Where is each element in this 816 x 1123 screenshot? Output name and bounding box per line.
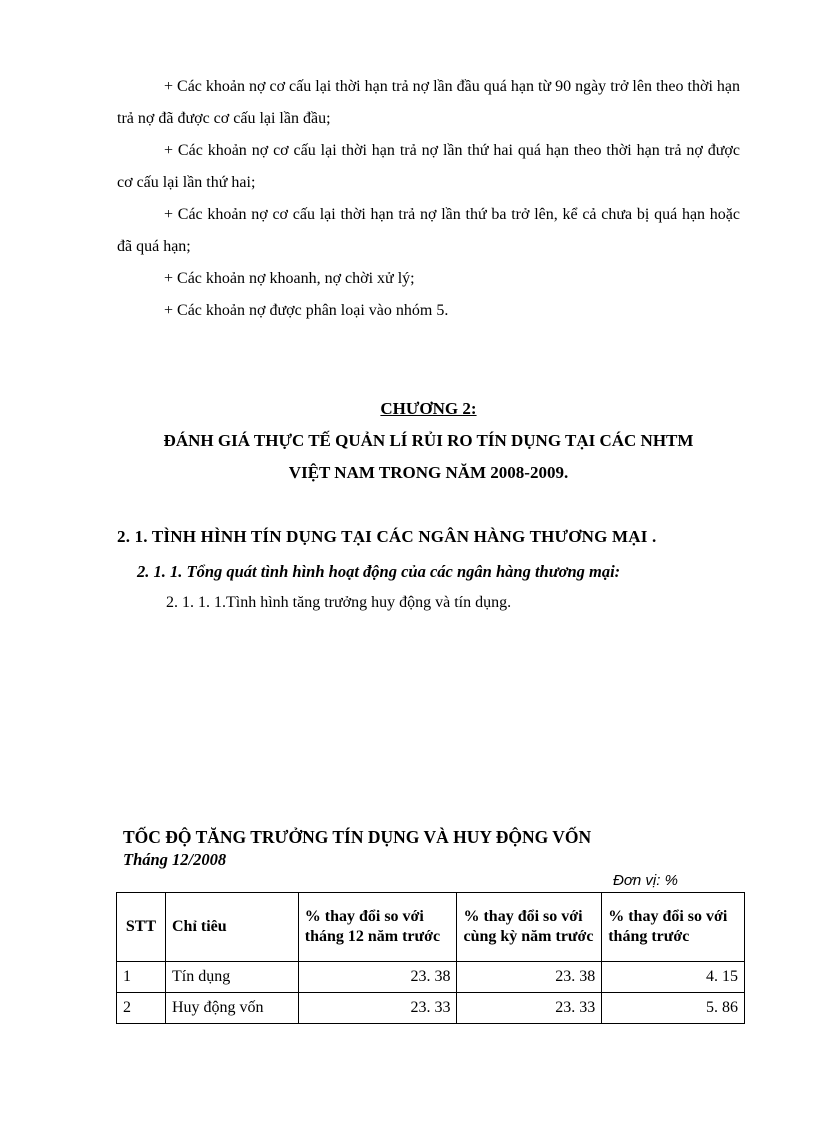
table-unit: Đơn vị: % (613, 872, 678, 889)
subsubsection-heading: 2. 1. 1. 1.Tình hình tăng trưởng huy động và tín dụng. (166, 594, 512, 611)
row-stt: 1 (117, 962, 166, 993)
table-subtitle: Tháng 12/2008 (123, 850, 227, 869)
row-indicator: Huy động vốn (165, 993, 298, 1024)
table-title: TỐC ĐỘ TĂNG TRƯỞNG TÍN DỤNG VÀ HUY ĐỘNG VỐN (123, 827, 592, 847)
row-value: 4. 15 (602, 962, 745, 993)
bullet-paragraph: + Các khoản nợ cơ cấu lại thời hạn trả nợ lần thứ ba trở lên, kể cả chưa bị quá hạn hoặc đã quá hạn; (117, 206, 740, 255)
table-header-row (117, 893, 745, 962)
row-stt: 2 (117, 993, 166, 1024)
header-indicator: Chỉ tiêu (165, 893, 298, 962)
row-value: 23. 38 (457, 962, 602, 993)
chapter-label-text: CHƯƠNG 2: (380, 399, 477, 418)
bullet-paragraph: + Các khoản nợ được phân loại vào nhóm 5. (164, 302, 449, 319)
chapter-title-line2: VIỆT NAM TRONG NĂM 2008-2009. (288, 463, 569, 482)
row-value: 23. 33 (457, 993, 602, 1024)
table-row (117, 993, 745, 1024)
row-value: 23. 33 (298, 993, 457, 1024)
header-stt: STT (117, 893, 166, 962)
growth-table (116, 892, 745, 1024)
header-col3: % thay đổi so với tháng trước (602, 893, 745, 962)
row-value: 5. 86 (602, 993, 745, 1024)
table-row (117, 962, 745, 993)
bullet-paragraph: + Các khoản nợ khoanh, nợ chời xử lý; (164, 270, 415, 287)
row-value: 23. 38 (298, 962, 457, 993)
chapter-title-line1: ĐÁNH GIÁ THỰC TẾ QUẢN LÍ RỦI RO TÍN DỤNG TẠI CÁC NHTM (163, 431, 694, 450)
header-col1: % thay đổi so với tháng 12 năm trước (298, 893, 457, 962)
bullet-paragraph: + Các khoản nợ cơ cấu lại thời hạn trả nợ lần thứ hai quá hạn theo thời hạn trả nợ được cơ cấu lại lần thứ hai; (117, 142, 740, 191)
section-heading: 2. 1. TÌNH HÌNH TÍN DỤNG TẠI CÁC NGÂN HÀNG THƯƠNG MẠI . (117, 527, 657, 546)
chapter-label (117, 399, 740, 419)
header-col2: % thay đổi so với cùng kỳ năm trước (457, 893, 602, 962)
row-indicator: Tín dụng (165, 962, 298, 993)
subsection-heading: 2. 1. 1. Tổng quát tình hình hoạt động của các ngân hàng thương mại: (137, 562, 621, 581)
bullet-paragraph: + Các khoản nợ cơ cấu lại thời hạn trả nợ lần đầu quá hạn từ 90 ngày trở lên theo thời hạn trả nợ đã được cơ cấu lại lần đầu; (117, 78, 740, 127)
